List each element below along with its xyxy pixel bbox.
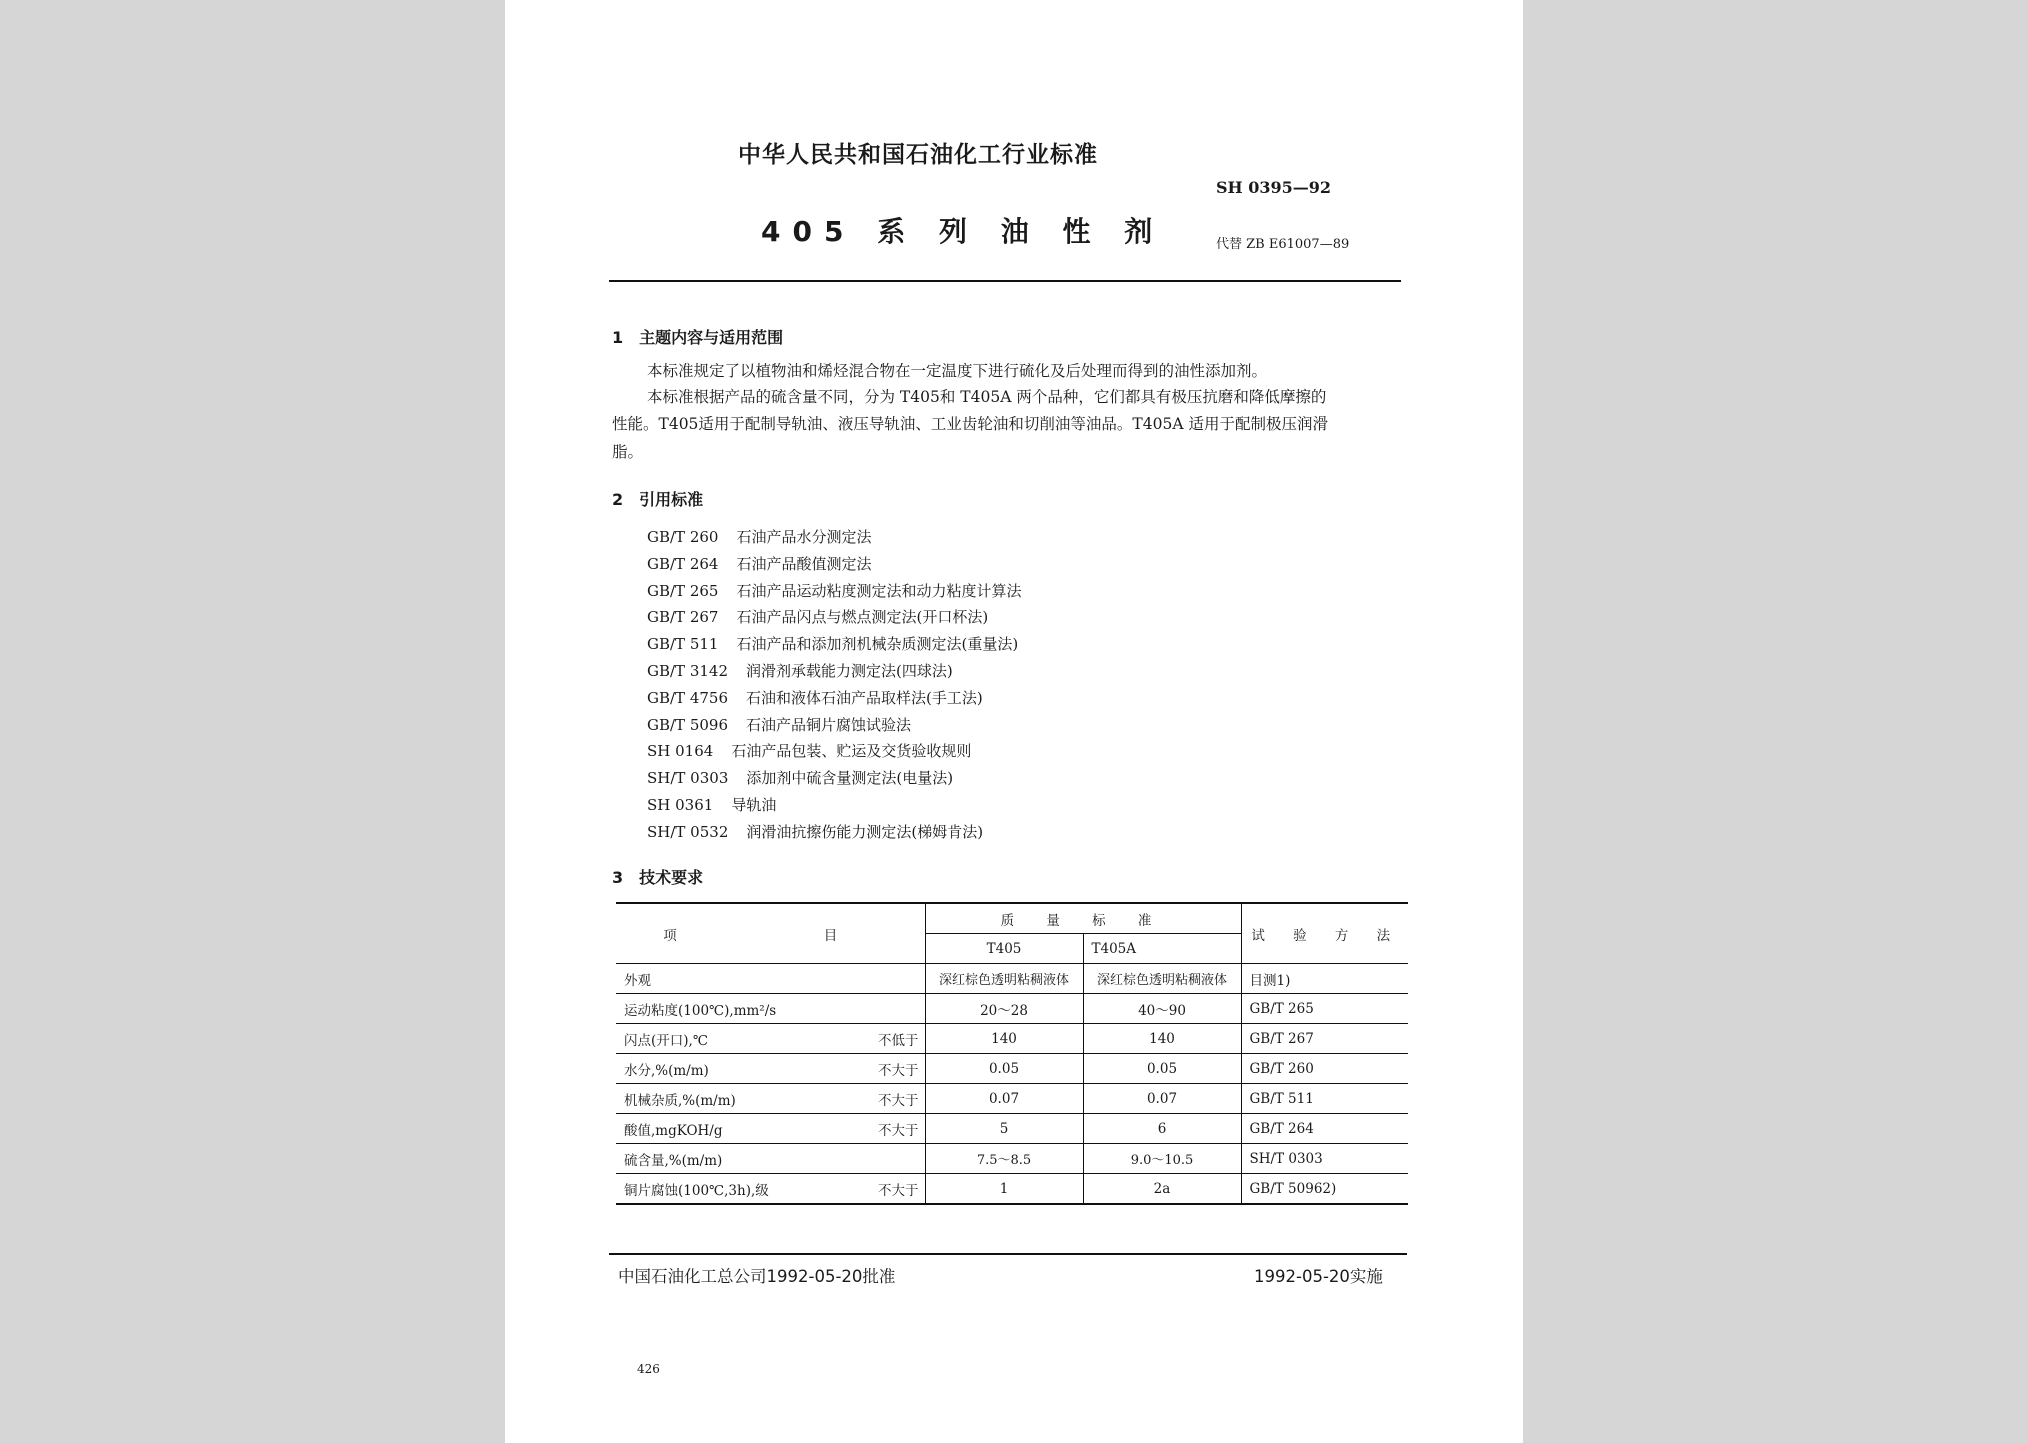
item-condition: 不大于 <box>878 1182 919 1199</box>
cell-method: GB/T 265 <box>1241 994 1408 1024</box>
reference-item <box>647 819 1021 846</box>
table-row <box>616 1174 1408 1205</box>
item-label: 铜片腐蚀(100℃,3h),级 <box>624 1182 769 1199</box>
table-row <box>616 1054 1408 1084</box>
reference-item <box>647 604 1021 631</box>
page-number: 426 <box>637 1362 660 1376</box>
cell-t405: 0.05 <box>925 1054 1083 1084</box>
reference-code: GB/T 3142 <box>647 661 729 680</box>
header-t405: T405 <box>925 934 1083 964</box>
reference-name: 石油产品和添加剂机械杂质测定法(重量法) <box>736 635 1019 654</box>
item-label: 闪点(开口),℃ <box>624 1032 708 1049</box>
cell-item <box>616 1144 925 1174</box>
reference-name: 石油和液体石油产品取样法(手工法) <box>746 688 983 707</box>
reference-name: 石油产品运动粘度测定法和动力粘度计算法 <box>736 581 1022 600</box>
cell-item <box>616 1054 925 1084</box>
item-label: 水分,%(m/m) <box>624 1062 709 1079</box>
section-2-heading: 2 引用标准 <box>612 490 704 509</box>
cell-t405a: 9.0～10.5 <box>1083 1144 1241 1174</box>
section-1-paragraph-1: 本标准规定了以植物油和烯烃混合物在一定温度下进行硫化及后处理而得到的油性添加剂。 <box>647 362 1268 380</box>
technical-requirements-table <box>616 902 1408 1205</box>
table-row <box>616 964 1408 994</box>
reference-list <box>647 524 1021 846</box>
effective-date: 1992-05-20实施 <box>1254 1267 1383 1286</box>
reference-code: SH 0361 <box>647 795 714 814</box>
section-3-heading: 3 技术要求 <box>612 868 704 887</box>
header-divider <box>609 280 1401 282</box>
cell-t405: 5 <box>925 1114 1083 1144</box>
cell-item <box>616 994 925 1024</box>
cell-t405a: 0.05 <box>1083 1054 1241 1084</box>
reference-code: GB/T 260 <box>647 528 719 546</box>
section-1-paragraph-2-line-2: 性能。T405适用于配制导轨油、液压导轨油、工业齿轮油和切削油等油品。T405A 适用于配制极压润滑 <box>612 415 1328 433</box>
reference-name: 润滑油抗擦伤能力测定法(梯姆肯法) <box>746 822 984 841</box>
reference-name: 石油产品酸值测定法 <box>736 554 872 573</box>
reference-item <box>647 524 1021 551</box>
cell-method: GB/T 267 <box>1241 1024 1408 1054</box>
org-title: 中华人民共和国石油化工行业标准 <box>738 142 1098 168</box>
reference-item <box>647 551 1021 578</box>
cell-t405: 20～28 <box>925 994 1083 1024</box>
cell-method: GB/T 511 <box>1241 1084 1408 1114</box>
reference-name: 石油产品铜片腐蚀试验法 <box>746 715 912 734</box>
reference-item <box>647 792 1021 819</box>
reference-item <box>647 738 1021 765</box>
cell-item <box>616 1024 925 1054</box>
item-label: 外观 <box>624 972 651 989</box>
table-body <box>616 964 1408 1205</box>
cell-item <box>616 1114 925 1144</box>
header-t405a: T405A <box>1083 934 1241 964</box>
reference-name: 润滑剂承载能力测定法(四球法) <box>746 661 953 680</box>
table-row <box>616 994 1408 1024</box>
reference-name: 石油产品闪点与燃点测定法(开口杯法) <box>736 608 989 627</box>
cell-t405a: 0.07 <box>1083 1084 1241 1114</box>
reference-code: GB/T 5096 <box>647 715 729 734</box>
approval-line: 中国石油化工总公司1992-05-20批准 <box>618 1267 896 1286</box>
cell-method: GB/T 264 <box>1241 1114 1408 1144</box>
item-condition: 不大于 <box>878 1122 919 1139</box>
item-label: 硫含量,%(m/m) <box>624 1152 723 1169</box>
reference-code: GB/T 4756 <box>647 688 729 707</box>
cell-method: GB/T 260 <box>1241 1054 1408 1084</box>
cell-t405a: 140 <box>1083 1024 1241 1054</box>
cell-t405: 深红棕色透明粘稠液体 <box>925 964 1083 994</box>
header-quality-standard: 质 量 标 准 <box>925 903 1241 934</box>
cell-t405a: 40～90 <box>1083 994 1241 1024</box>
header-test-method: 试 验 方 法 <box>1241 903 1408 964</box>
cell-t405a: 2a <box>1083 1174 1241 1205</box>
reference-code: GB/T 511 <box>647 635 719 654</box>
reference-code: SH 0164 <box>647 742 714 761</box>
table-row <box>616 1084 1408 1114</box>
section-1-paragraph-2-line-3: 脂。 <box>612 443 644 461</box>
footer-divider <box>609 1253 1407 1255</box>
section-1-heading: 1 主题内容与适用范围 <box>612 328 784 347</box>
reference-item <box>647 631 1021 658</box>
table-row <box>616 1144 1408 1174</box>
cell-method: GB/T 50962) <box>1241 1174 1408 1205</box>
table-row <box>616 1114 1408 1144</box>
cell-t405: 140 <box>925 1024 1083 1054</box>
reference-name: 石油产品水分测定法 <box>736 528 872 546</box>
reference-name: 添加剂中硫含量测定法(电量法) <box>746 769 954 788</box>
cell-t405: 0.07 <box>925 1084 1083 1114</box>
document-title: 405 系 列 油 性 剂 <box>761 215 1165 248</box>
standard-code: SH 0395—92 <box>1216 178 1332 197</box>
section-1-paragraph-2-line-1: 本标准根据产品的硫含量不同，分为 T405和 T405A 两个品种，它们都具有极压抗磨和降低摩擦的 <box>647 388 1327 406</box>
reference-code: SH/T 0532 <box>647 822 729 841</box>
table-row <box>616 1024 1408 1054</box>
reference-item <box>647 578 1021 605</box>
cell-t405: 7.5～8.5 <box>925 1144 1083 1174</box>
reference-item <box>647 685 1021 712</box>
reference-item <box>647 765 1021 792</box>
reference-code: GB/T 265 <box>647 581 719 600</box>
cell-t405a: 6 <box>1083 1114 1241 1144</box>
cell-t405a: 深红棕色透明粘稠液体 <box>1083 964 1241 994</box>
document-page <box>505 0 1523 1443</box>
cell-method: SH/T 0303 <box>1241 1144 1408 1174</box>
reference-name: 石油产品包装、贮运及交货验收规则 <box>731 742 972 761</box>
item-label: 运动粘度(100℃),mm²/s <box>624 1002 777 1019</box>
item-label: 酸值,mgKOH/g <box>624 1122 723 1139</box>
cell-item <box>616 1174 925 1205</box>
item-condition: 不低于 <box>878 1032 919 1049</box>
cell-t405: 1 <box>925 1174 1083 1205</box>
cell-method: 目测1) <box>1241 964 1408 994</box>
reference-code: GB/T 264 <box>647 554 719 573</box>
reference-name: 导轨油 <box>731 795 777 814</box>
reference-code: SH/T 0303 <box>647 769 729 788</box>
header-item: 项 目 <box>616 903 925 964</box>
cell-item <box>616 964 925 994</box>
reference-item <box>647 712 1021 739</box>
reference-item <box>647 658 1021 685</box>
item-condition: 不大于 <box>878 1092 919 1109</box>
replaces-standard: 代替 ZB E61007—89 <box>1216 237 1350 252</box>
reference-code: GB/T 267 <box>647 608 719 627</box>
item-condition: 不大于 <box>878 1062 919 1079</box>
item-label: 机械杂质,%(m/m) <box>624 1092 736 1109</box>
cell-item <box>616 1084 925 1114</box>
